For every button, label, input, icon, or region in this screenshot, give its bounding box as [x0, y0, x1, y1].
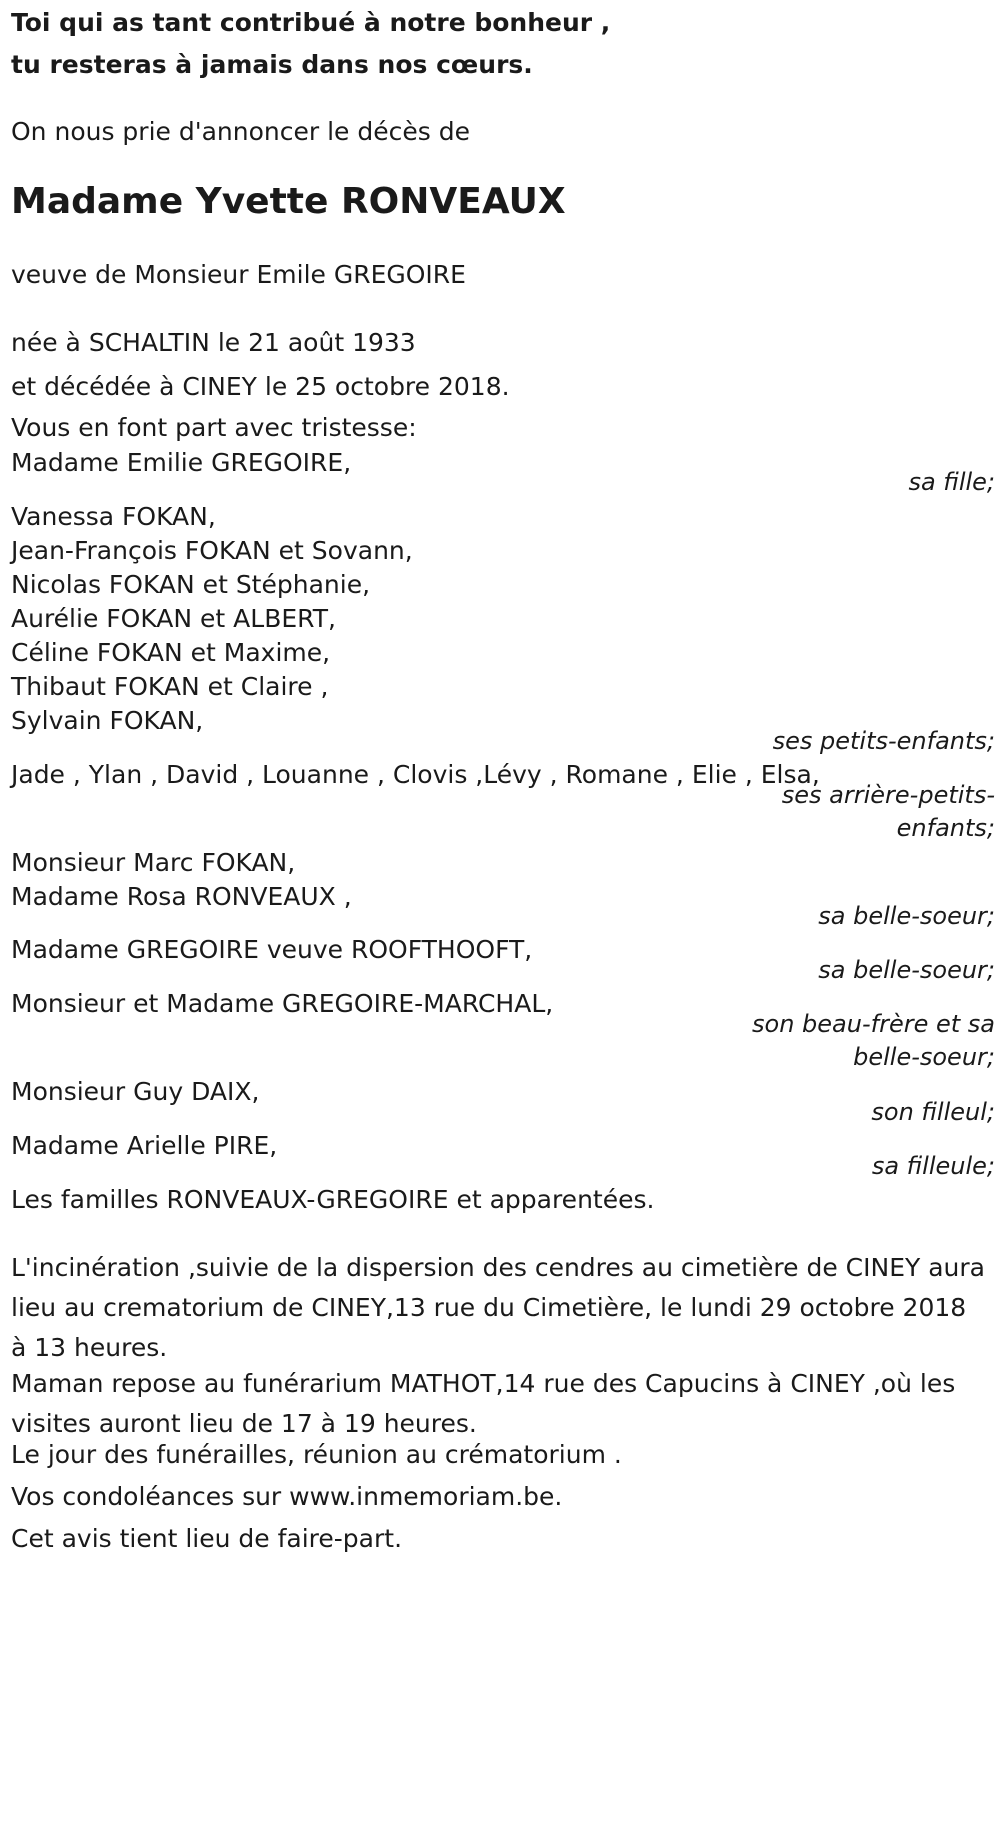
- grandchild-3: Nicolas FOKAN et Stéphanie,: [11, 570, 371, 599]
- grandchild-1: Vanessa FOKAN,: [11, 502, 216, 531]
- meeting-text: Le jour des funérailles, réunion au crématorium .: [11, 1440, 622, 1469]
- daix-relation: son filleul;: [871, 1098, 995, 1126]
- great-grandchildren-names: Jade , Ylan , David , Louanne , Clovis ,Lévy , Romane , Elie , Elsa,: [11, 760, 820, 789]
- deceased-name: Madame Yvette RONVEAUX: [11, 181, 566, 222]
- funerarium-paragraph: Maman repose au funérarium MATHOT,14 rue des Capucins à CINEY ,où les visites auront lieu de 17 à 19 heures.: [11, 1369, 956, 1438]
- incineration-paragraph: L'incinération ,suivie de la dispersion des cendres au cimetière de CINEY aura lieu au crematorium de CINEY,13 rue du Cimetière, le lundi 29 octobre 2018 à 13 heures.: [11, 1253, 985, 1362]
- grandchild-5: Céline FOKAN et Maxime,: [11, 638, 331, 667]
- widow-of-text: veuve de Monsieur Emile GREGOIRE: [11, 260, 466, 289]
- marc-fokan: Monsieur Marc FOKAN,: [11, 848, 296, 877]
- birth-text: née à SCHALTIN le 21 août 1933: [11, 328, 416, 357]
- grandchild-6: Thibaut FOKAN et Claire ,: [11, 672, 329, 701]
- marchal-relation-line-2: belle-soeur;: [853, 1043, 995, 1071]
- death-text: et décédée à CINEY le 25 octobre 2018.: [11, 372, 510, 401]
- announce-text: Vous en font part avec tristesse:: [11, 413, 417, 442]
- epigraph-line-1: Toi qui as tant contribué à notre bonheur ,: [11, 8, 611, 37]
- gregoire-marchal: Monsieur et Madame GREGOIRE-MARCHAL,: [11, 989, 554, 1018]
- grandchild-4: Aurélie FOKAN et ALBERT,: [11, 604, 336, 633]
- arielle-pire: Madame Arielle PIRE,: [11, 1131, 278, 1160]
- rosa-ronveaux: Madame Rosa RONVEAUX ,: [11, 882, 352, 911]
- daughter-relation: sa fille;: [908, 468, 995, 496]
- roofthooft-relation: sa belle-soeur;: [818, 956, 995, 984]
- intro-text: On nous prie d'annoncer le décès de: [11, 117, 470, 146]
- grandchild-7: Sylvain FOKAN,: [11, 706, 204, 735]
- rosa-relation: sa belle-soeur;: [818, 902, 995, 930]
- great-grandchildren-relation-line-1: ses arrière-petits-: [781, 781, 995, 809]
- gregoire-roofthooft: Madame GREGOIRE veuve ROOFTHOOFT,: [11, 935, 533, 964]
- great-grandchildren-relation-line-2: enfants;: [896, 814, 995, 842]
- guy-daix: Monsieur Guy DAIX,: [11, 1077, 260, 1106]
- marchal-relation-line-1: son beau-frère et sa: [752, 1010, 995, 1038]
- pire-relation: sa filleule;: [871, 1152, 995, 1180]
- families-text: Les familles RONVEAUX-GREGOIRE et apparentées.: [11, 1185, 655, 1214]
- grandchildren-relation: ses petits-enfants;: [772, 727, 995, 755]
- daughter-name: Madame Emilie GREGOIRE,: [11, 448, 352, 477]
- epigraph-line-2: tu resteras à jamais dans nos cœurs.: [11, 50, 533, 79]
- notice-text: Cet avis tient lieu de faire-part.: [11, 1524, 403, 1553]
- grandchild-2: Jean-François FOKAN et Sovann,: [11, 536, 413, 565]
- condolences-text: Vos condoléances sur www.inmemoriam.be.: [11, 1482, 563, 1511]
